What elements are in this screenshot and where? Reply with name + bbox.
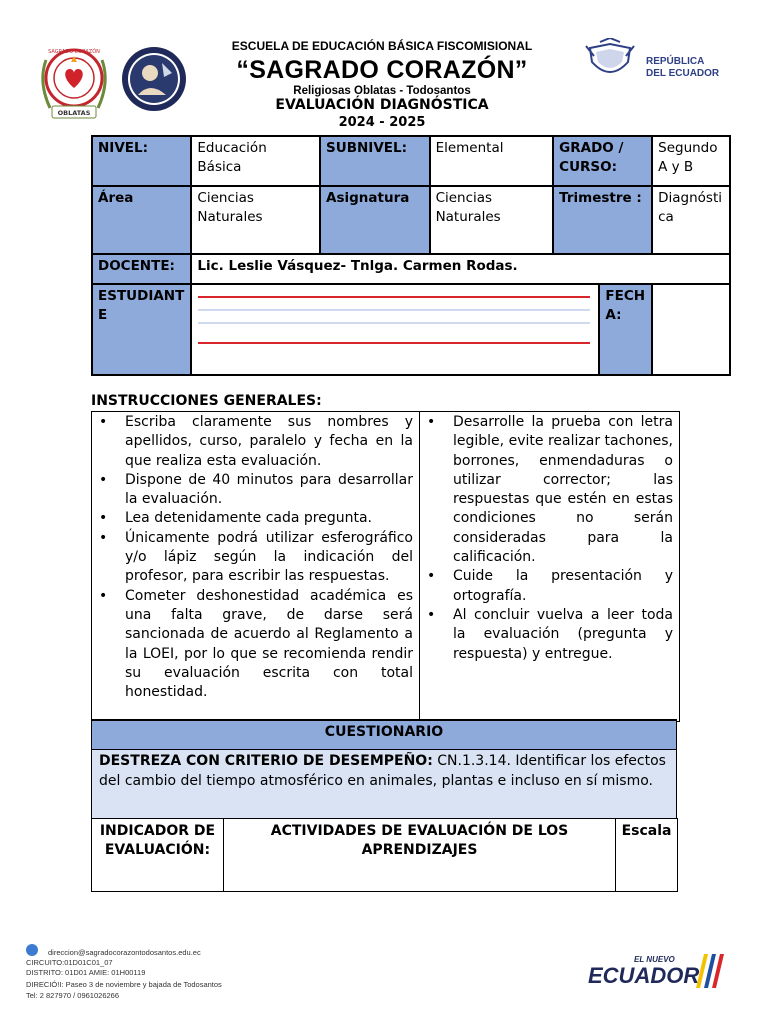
- footer-telefono: Tel: 2 827970 / 0961026266: [26, 991, 119, 1000]
- rep-line2: DEL ECUADOR: [646, 68, 720, 79]
- footer-email[interactable]: direccion@sagradocorazontodosantos.edu.ec: [48, 948, 201, 957]
- grado-label: GRADO / CURSO:: [553, 136, 652, 186]
- footer-distrito: DISTRITO: 01D01 AMIE: 01H00119: [26, 968, 146, 977]
- area-label: Área: [92, 186, 191, 254]
- instruction-item: • Desarrolle la prueba con letra legible, evite realizar tachones, borrones, enmendaduras o utilizar corrector; las respuestas que estén en estas condiciones no serán consideradas para la calificación.: [420, 413, 673, 567]
- asignatura-label: Asignatura: [320, 186, 430, 254]
- instructions-title: INSTRUCCIONES GENERALES:: [91, 393, 322, 409]
- nivel-value: Educación Básica: [191, 136, 320, 186]
- oblatas-ring-text: SAGRADO CORAZÓN: [48, 49, 100, 55]
- destreza-block: [91, 750, 677, 818]
- rep-line1: REPÚBLICA: [646, 56, 705, 67]
- trimestre-label: Trimestre :: [553, 186, 652, 254]
- globe-icon: [26, 944, 38, 956]
- evaluation-year: 2024 - 2025: [338, 115, 426, 130]
- subnivel-label: SUBNIVEL:: [320, 136, 430, 186]
- footer-direccion: DIRECIÓ!I: Paseo 3 de noviembre y bajada de Todosantos: [26, 980, 222, 989]
- destreza-text: CN.1.3.14. Identificar los efectos del cambio del tiempo atmosférico en animales, plantas e incluso en sí mismo.: [99, 753, 666, 789]
- escala-header: Escala: [616, 819, 678, 892]
- school-line: ESCUELA DE EDUCACIÓN BÁSICA FISCOMISIONAL: [231, 39, 533, 53]
- instruction-item: • Al concluir vuelva a leer toda la evaluación (pregunta y respuesta) y entregue.: [420, 606, 673, 664]
- grado-value: Segundo A y B: [652, 136, 730, 186]
- republica-ecuador-text: [646, 56, 719, 80]
- destreza-label: DESTREZA CON CRITERIO DE DESEMPEÑO:: [99, 753, 433, 769]
- actividades-header: ACTIVIDADES DE EVALUACIÓN DE LOS APRENDIZAJES: [223, 819, 615, 892]
- evaluation-title: EVALUACIÓN DIAGNÓSTICA: [275, 97, 489, 113]
- el-nuevo-ecuador-logo: [586, 950, 728, 992]
- school-name: “SAGRADO CORAZÓN”: [236, 56, 528, 84]
- docente-label: DOCENTE:: [92, 254, 191, 284]
- indicador-header: INDICADOR DE EVALUACIÓN:: [92, 819, 224, 892]
- footer-circuito: CIRCUITO:01D01C01_07: [26, 958, 113, 967]
- activities-table: [91, 818, 678, 892]
- handwriting-lines: [192, 285, 598, 373]
- fecha-label: FECHA:: [599, 284, 652, 375]
- instruction-item: • Cometer deshonestidad académica es una falta grave, de darse será sancionada de acuerdo al Reglamento a la LOEI, por lo que se recomienda rendir su evaluación escrita con total honestidad.: [92, 587, 413, 703]
- estudiante-field[interactable]: [191, 284, 599, 375]
- instructions-left-column: [92, 412, 420, 721]
- asignatura-value: Ciencias Naturales: [430, 186, 554, 254]
- instruction-item: • Únicamente podrá utilizar esferográfico y/o lápiz según la indicación del profesor, para escribir las respuestas.: [92, 529, 413, 587]
- instruction-item: • Cuide la presentación y ortografía.: [420, 567, 673, 606]
- area-value: Ciencias Naturales: [191, 186, 320, 254]
- school-subtitle: Religiosas Oblatas - Todosantos: [293, 85, 471, 97]
- oblatas-logo: [38, 42, 110, 124]
- instruction-item: • Lea detenidamente cada pregunta.: [92, 509, 413, 528]
- cuestionario-header: CUESTIONARIO: [91, 719, 677, 750]
- instructions-right-column: [420, 412, 679, 721]
- ecuador-big-text: ECUADOR: [588, 963, 700, 988]
- estudiante-label: ESTUDIANTE: [92, 284, 191, 375]
- subnivel-value: Elemental: [430, 136, 554, 186]
- docente-value: Lic. Leslie Vásquez- Tnlga. Carmen Rodas.: [191, 254, 730, 284]
- instruction-item: • Escriba claramente sus nombres y apellidos, curso, paralelo y fecha en la que realiza esta evaluación.: [92, 413, 413, 471]
- instruction-item: • Dispone de 40 minutos para desarrollar la evaluación.: [92, 471, 413, 510]
- fecha-field[interactable]: [652, 284, 730, 375]
- trimestre-value: Diagnóstica: [652, 186, 730, 254]
- ecuador-small-text: EL NUEVO: [634, 955, 675, 964]
- oblatas-banner-text: OBLATAS: [57, 109, 91, 117]
- instructions-box: [91, 411, 680, 722]
- info-table: [91, 135, 731, 376]
- nivel-label: NIVEL:: [92, 136, 191, 186]
